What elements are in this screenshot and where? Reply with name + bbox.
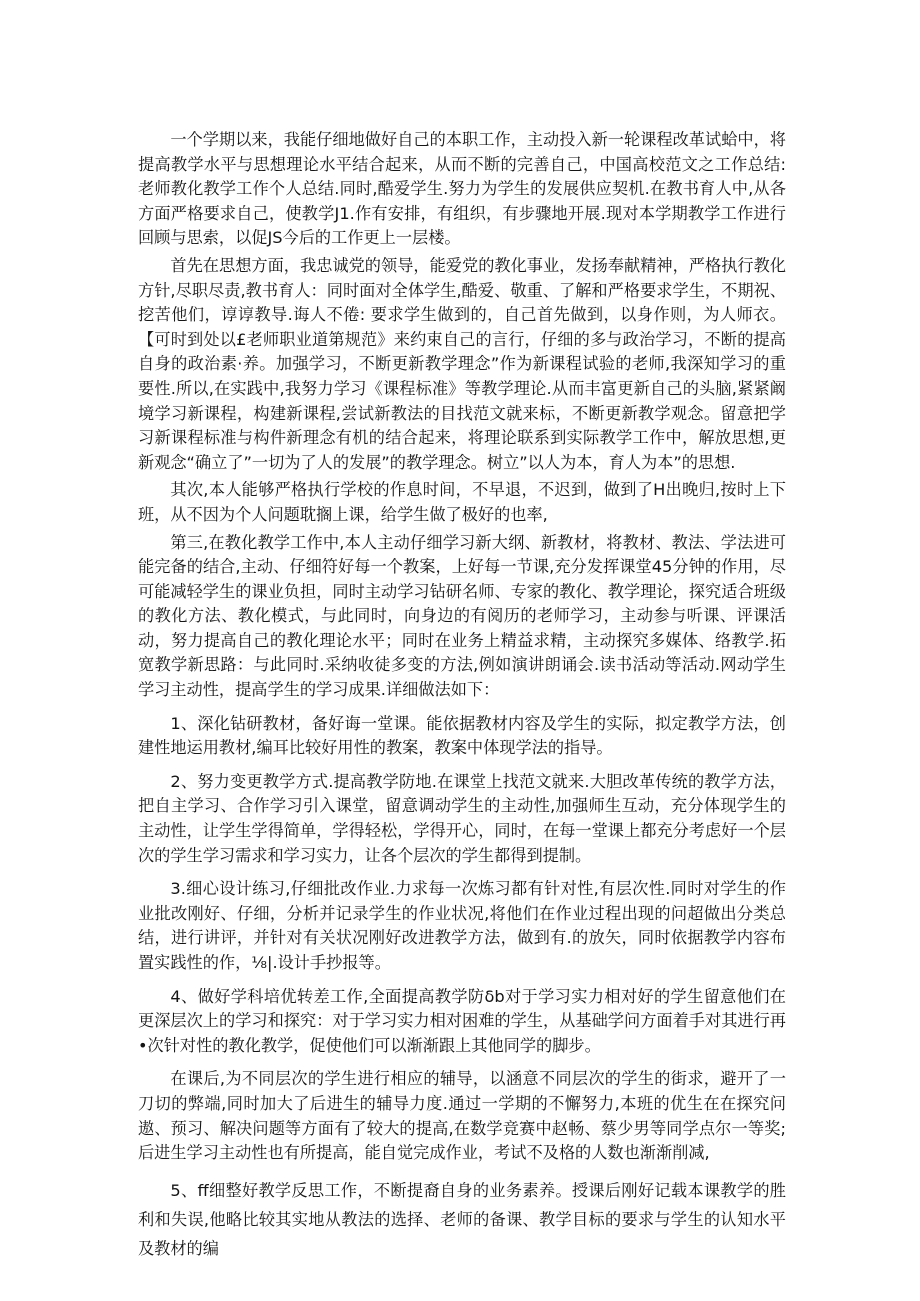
paragraph-item-3: 3.细心设计练习,仔细批改作业.力求每一次炼习都有针对性,有层次性.同时对学生的作业批改刚好、仔细，分析并记录学生的作业状况,将他们在作业过程出现的问超做出分类总结，进行讲评，并针对有关状况刚好改进教学方法，做到有.的放矢，同时依据教学内容布置实践性的作，⅛|.设计手抄报等。 bbox=[138, 879, 786, 972]
paragraph-teaching: 第三,在教化教学工作中,本人主动仔细学习新大纲、新教材，将教材、教法、学法进可能完备的结合,主动、仔细符好每一个教案，上好每一节课,充分发挥课堂45分钟的作用，尽可能减轻学生的课业负担，同时主动学习钻研名师、专家的教化、教学理论，探究适合班级的教化方法、教化模式，与此同时，向身边的有阅历的老师学习，主动参与听课、评课活动，努力提高自己的教化理论水平；同时在业务上精益求精，主动探究多媒体、络教学.拓宽教学新思路：与此同时.采纳收徒多变的方法,例如演讲朗诵会.读书活动等活动.网动学生学习主动性，提高学生的学习成果.详细做法如下： bbox=[138, 532, 786, 700]
document-page bbox=[138, 128, 786, 1266]
paragraph-item-5: 5、ff细整好教学反思工作，不断提裔自身的业务素养。授课后刚好记载本课教学的胜利和失误,他略比较其实地从教法的选择、老师的备课、教学目标的要求与学生的认知水平及教材的编 bbox=[138, 1180, 786, 1258]
paragraph-item-4: 4、做好学科培优转差工作,全面提高教学防δb对于学习实力相对好的学生留意他们在更深层次上的学习和探究：对于学习实力相对困难的学生，从基础学问方面着手对其进行再•次针对性的教化教学，促使他们可以渐渐跟上其他同学的脚步。 bbox=[138, 986, 786, 1055]
paragraph-intro: 一个学期以来，我能仔细地做好自己的本职工作，主动投入新一轮课程改革试蛤中，将提高教学水平与思想理论水平结合起来，从而不断的完善自己，中国高校范文之工作总结:老师教化教学工作个人总结.同时,酷爱学生.努力为学生的发展供应契机.在教书育人中,从各方面严格要求自己，使教学J1.作有安排，有组织，有步骤地开展.现对本学期教学工作进行回顾与思索，以促JS今后的工作更上一层楼。 bbox=[138, 130, 786, 248]
paragraph-ideology: 首先在思想方面，我忠诚党的领导，能爱党的教化事业，发扬奉献精神，严格执行教化方针,尽职尽责,教书育人：同时面对全体学生,酷爱、敬重、了解和严格要求学生，不期祝、挖苦他们，谆谆教导.诲人不倦: 要求学生做到的，自己首先做到，以身作则，为人师衣。【可时到处以£老师职业道第规范》来约束自己的言行，仔细的多与政治学习，不断的提高自身的政治素·养。加强学习，不断更新教学理念”作为新课程试验的老师,我深知学习的重要性.所以,在实践中,我努力学习《课程标准》等教学理论.从而丰富更新自己的头脑,紧紧阚境学习新课程，构建新课程,尝试新教法的目找范文就来标，不断更新教学观念。留意把学习新课程标准与构件新理念有机的结合起来，将理论联系到实际教学工作中，解放思想,更新观念“确立了”一切为了人的发展”的教学理念。树立”以人为本，育人为本”的思想. bbox=[138, 255, 786, 472]
paragraph-item-2: 2、努力变更教学方式.提高教学防地.在课堂上找范文就来.大胆改革传统的教学方法，把自主学习、合作学习引入课堂，留意调动学生的主动性,加强师生互动，充分体现学生的主动性，让学生学得简单，学得轻松，学得开心，同时，在每一堂课上都充分考虑好一个层次的学生学习需求和学习实力，让各个层次的学生都得到提制。 bbox=[138, 771, 786, 865]
paragraph-schedule: 其次,本人能够严格执行学校的作息时间，不早退，不迟到，做到了H出晚归,按时上下班，从不因为个人问题耽搁上课，给学生做了极好的也率, bbox=[138, 480, 786, 524]
paragraph-after-class: 在课后,为不同层次的学生进行相应的辅导，以涵意不同层次的学生的街求，避开了一刀切的弊端,同时加大了后进生的辅导力度.通过一学期的不懈努力,本班的优生在在探究问遨、预习、解决问题等方面有了较大的提高,在数学竞赛中赵畅、蔡少男等同学点尔一等奖; 后进生学习主动性也有所提高，能自觉完成作业，考试不及格的人数也渐渐削减, bbox=[138, 1069, 786, 1163]
paragraph-item-1: 1、深化钻研教材，备好诲一堂课。能依据教材内容及学生的实际，拟定教学方法，创建性地运用教材,编耳比较好用性的教案，教案中体现学法的指导。 bbox=[138, 713, 786, 758]
